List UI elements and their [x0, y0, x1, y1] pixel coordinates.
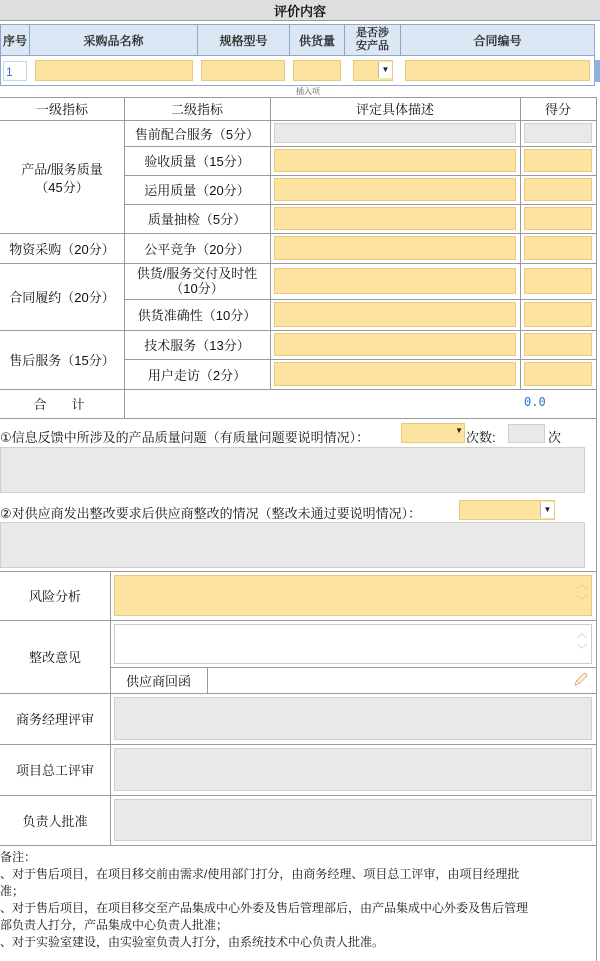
rectification-question: ②对供应商发出整改要求后供应商整改的情况（整改未通过要说明情况）： — [0, 506, 422, 521]
fair-competition-description[interactable] — [274, 236, 516, 260]
eval-header-level1: 一级指标 — [35, 102, 88, 117]
level2-sampling: 质量抽检（5分） — [147, 212, 247, 227]
tech-service-score[interactable] — [524, 333, 592, 356]
eval-header-level2: 二级指标 — [170, 102, 223, 117]
notes-title: 备注： — [0, 850, 37, 864]
level2-presales: 售前配合服务（5分） — [134, 126, 260, 142]
biz-manager-label: 商务经理评审 — [15, 712, 94, 727]
col-spec: 规格型号 — [197, 25, 289, 55]
contract-no-input[interactable] — [405, 60, 590, 81]
chief-engineer-label: 项目总工评审 — [15, 763, 94, 778]
rectification-notes[interactable] — [0, 522, 585, 568]
rectification-select[interactable] — [459, 500, 555, 520]
tech-service-description[interactable] — [274, 333, 516, 356]
scrollbar[interactable] — [573, 625, 591, 663]
reply-input[interactable] — [210, 669, 592, 691]
delivery-timeliness-description[interactable] — [274, 268, 516, 294]
delivery-timeliness-score[interactable] — [524, 268, 592, 294]
notes — [0, 849, 596, 951]
count-input[interactable] — [508, 424, 545, 443]
safety-select[interactable] — [353, 60, 393, 81]
col-contract-no: 合同编号 — [400, 25, 594, 55]
side-tool-icon[interactable] — [594, 60, 600, 82]
user-visit-description[interactable] — [274, 362, 516, 386]
scroll-up-icon[interactable]: ︿ — [576, 628, 588, 640]
product-row — [0, 56, 595, 86]
presales-description — [274, 123, 516, 143]
attachment-icon[interactable]: 🖉 — [574, 672, 588, 687]
level2-delivery-timeliness: 供货/服务交付及时性（10分） — [136, 266, 258, 296]
reply-label: 供应商回函 — [110, 667, 208, 693]
fair-competition-score[interactable] — [524, 236, 592, 260]
operation-score[interactable] — [524, 178, 592, 201]
acceptance-description[interactable] — [274, 149, 516, 172]
title-text: 评价内容 — [273, 3, 326, 19]
delivery-accuracy-description[interactable] — [274, 302, 516, 327]
quantity-input[interactable] — [293, 60, 341, 81]
eval-header-score: 得分 — [544, 102, 571, 117]
level1-procurement: 物资采购（20分） — [9, 241, 115, 257]
scroll-down-icon[interactable]: ﹀ — [576, 595, 588, 607]
dropdown-arrow-icon[interactable]: ▼ — [540, 502, 554, 518]
insert-item-link[interactable]: 插入项 — [296, 87, 320, 96]
col-quantity: 供货量 — [289, 25, 344, 55]
note-line: 、对于售后项目，在项目移交至产品集成中心外委及售后管理部后，由产品集成中心外委及售后管理 — [0, 901, 529, 915]
risk-input[interactable] — [114, 575, 592, 616]
level2-operation: 运用质量（20分） — [144, 183, 250, 198]
col-safety-related: 是否涉安产品 — [344, 25, 400, 55]
user-visit-score[interactable] — [524, 362, 592, 386]
scrollbar[interactable] — [573, 576, 591, 615]
scroll-up-icon[interactable]: ︿ — [576, 579, 588, 591]
col-index: 序号 — [2, 33, 27, 48]
sampling-description[interactable] — [274, 207, 516, 230]
sampling-score[interactable] — [524, 207, 592, 230]
row-index: 1 — [3, 61, 27, 81]
delivery-accuracy-score[interactable] — [524, 302, 592, 327]
quality-issue-question: ①信息反馈中所涉及的产品质量问题（有质量问题要说明情况）： — [0, 430, 370, 445]
total-value: 0.0 — [524, 395, 546, 409]
count-unit: 次 — [548, 430, 562, 445]
dropdown-arrow-icon[interactable]: ▼ — [378, 62, 392, 78]
rectify-input[interactable] — [114, 624, 592, 664]
section-title — [0, 0, 600, 21]
rectify-label: 整改意见 — [28, 650, 81, 665]
item-name-input[interactable] — [35, 60, 193, 81]
biz-manager-input[interactable] — [114, 697, 592, 740]
col-item-name: 采购品名称 — [29, 25, 197, 55]
total-label: 合 计 — [33, 397, 91, 412]
level2-fair-competition: 公平竞争（20分） — [144, 241, 250, 257]
spec-input[interactable] — [201, 60, 285, 81]
level2-acceptance: 验收质量（15分） — [144, 154, 250, 169]
count-label: 次数: — [466, 430, 496, 445]
note-line: 、对于售后项目，在项目移交前由需求/使用部门打分，由商务经理、项目总工评审，由项目经理批 — [0, 867, 520, 881]
eval-header-description: 评定具体描述 — [355, 102, 434, 117]
product-table-header — [0, 24, 595, 56]
level1-aftersales: 售后服务（15分） — [9, 353, 115, 368]
operation-description[interactable] — [274, 178, 516, 201]
leader-label: 负责人批准 — [22, 813, 88, 829]
acceptance-score[interactable] — [524, 149, 592, 172]
leader-input[interactable] — [114, 799, 592, 841]
level1-quality: 产品/服务质量（45分） — [21, 162, 103, 195]
note-line: 部负责人打分，产品集成中心负责人批准； — [0, 918, 229, 932]
note-line: 准； — [0, 884, 25, 898]
quality-issue-notes[interactable] — [0, 447, 585, 493]
scroll-down-icon[interactable]: ﹀ — [576, 644, 588, 656]
presales-score — [524, 123, 592, 143]
level2-delivery-accuracy: 供货准确性（10分） — [137, 308, 257, 323]
note-line: 、对于实验室建设，由实验室负责人打分，由系统技术中心负责人批准。 — [0, 935, 385, 949]
dropdown-arrow-icon[interactable]: ▼ — [455, 426, 463, 435]
level2-user-visit: 用户走访（2分） — [147, 367, 247, 383]
chief-engineer-input[interactable] — [114, 748, 592, 791]
risk-label: 风险分析 — [28, 589, 81, 604]
quality-issue-select[interactable] — [401, 423, 465, 443]
level2-tech-service: 技术服务（13分） — [144, 338, 250, 353]
level1-contract: 合同履约（20分） — [9, 290, 115, 305]
